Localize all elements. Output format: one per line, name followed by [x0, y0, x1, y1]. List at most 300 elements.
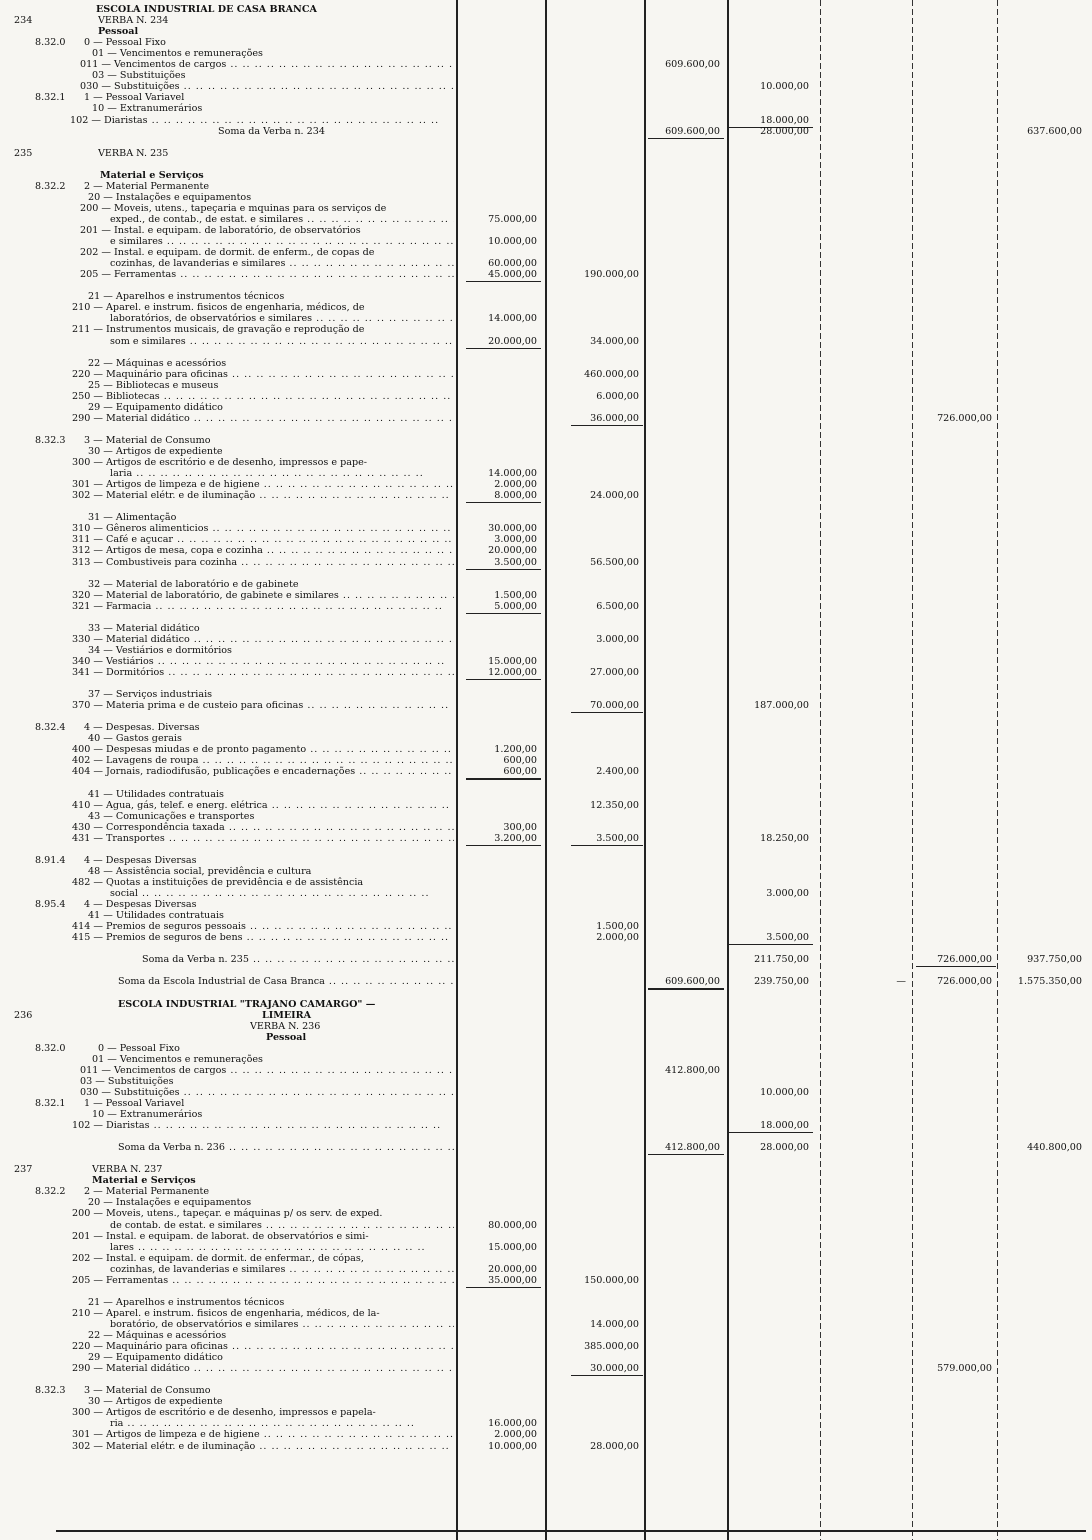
ledger-row — [0, 623, 1092, 634]
ledger-row — [0, 402, 1092, 413]
line-label: 31 — Alimentação — [88, 512, 177, 524]
amount-c2: 2.000,00 — [596, 932, 639, 944]
ledger-row — [0, 1131, 1092, 1142]
ledger-row — [0, 1220, 1092, 1231]
ledger-row — [0, 800, 1092, 811]
line-label: 330 — Material didático .. .. — [72, 634, 454, 645]
amount-c4: 239.750,00 — [754, 976, 809, 988]
ledger-row — [0, 103, 1092, 114]
ledger-row — [0, 1275, 1092, 1286]
ledger-row — [0, 159, 1092, 170]
amount-c2: 34.000,00 — [590, 335, 639, 347]
amount-c1: 30.000,00 — [488, 523, 537, 535]
ledger-row — [0, 358, 1092, 369]
ledger-row — [0, 424, 1092, 435]
line-label: 302 — Material elétr. e de iluminação .. .. — [72, 490, 454, 501]
ledger-row — [0, 1054, 1092, 1065]
ledger-row — [0, 1330, 1092, 1341]
amount-c4: 211.750,00 — [754, 954, 809, 966]
line-label: 340 — Vestiários .. .. — [72, 656, 454, 667]
amount-c1: 20.000,00 — [488, 1263, 537, 1275]
line-label: 211 — Instrumentos musicais, de gravação e reprodução de — [72, 324, 365, 336]
ledger-row — [0, 976, 1092, 987]
verba-number: 237 — [14, 1164, 33, 1176]
line-label: 210 — Aparel. e instrum. fisicos de engenharia, médicos, de la- — [72, 1307, 380, 1319]
line-label: 301 — Artigos de limpeza e de higiene .. .. — [72, 479, 454, 490]
line-label: 4 — Despesas. Diversas — [84, 722, 200, 734]
ledger-row — [0, 1264, 1092, 1275]
ledger-row — [0, 965, 1092, 976]
ledger-row — [0, 932, 1092, 943]
ledger-row — [0, 1065, 1092, 1076]
line-label: 205 — Ferramentas .. .. — [72, 1275, 454, 1286]
amount-c1: 2.000,00 — [494, 1429, 537, 1441]
ledger-row — [0, 1418, 1092, 1429]
amount-c1: 1.200,00 — [494, 744, 537, 756]
line-label: Soma da Verba n. 235 .. .. — [142, 954, 454, 965]
line-label: VERBA N. 234 — [98, 15, 169, 27]
ledger-row — [0, 601, 1092, 612]
ledger-row — [0, 468, 1092, 479]
amount-c2: 70.000,00 — [590, 700, 639, 712]
ledger-row — [0, 877, 1092, 888]
amount-c1: 20.000,00 — [488, 545, 537, 557]
line-label: 313 — Combustiveis para cozinha .. .. — [72, 557, 454, 568]
amount-c4: 28.000,00 — [760, 125, 809, 137]
line-label: 21 — Aparelhos e instrumentos técnicos — [88, 1296, 285, 1308]
ledger-row — [0, 899, 1092, 910]
line-label: 22 — Máquinas e acessórios — [88, 1330, 227, 1341]
line-label: 402 — Lavagens de roupa .. .. — [72, 755, 454, 766]
line-label: 302 — Material elétr. e de iluminação .. .. — [72, 1441, 454, 1452]
amount-c2: 190.000,00 — [584, 269, 639, 281]
line-label: 404 — Jornais, radiodifusão, publicações e encadernações .. .. — [72, 766, 454, 777]
ledger-row — [0, 1396, 1092, 1407]
ledger-row — [0, 1242, 1092, 1253]
line-label: 415 — Premios de seguros de bens .. .. — [72, 932, 454, 943]
ledger-row — [0, 855, 1092, 866]
line-label: 4 — Despesas Diversas — [84, 854, 197, 866]
ledger-row — [0, 1197, 1092, 1208]
ledger-row — [0, 48, 1092, 59]
ledger-row — [0, 15, 1092, 26]
ledger-row — [0, 313, 1092, 324]
ledger-row — [0, 612, 1092, 623]
line-label: LIMEIRA — [262, 1009, 312, 1021]
ledger-row — [0, 789, 1092, 800]
line-label: 40 — Gastos gerais — [88, 733, 182, 745]
line-label: 414 — Premios de seguros pessoais .. .. — [72, 921, 454, 932]
line-label: 220 — Maquinário para oficinas .. .. — [72, 1341, 454, 1352]
amount-c1: 3.000,00 — [494, 534, 537, 546]
account-code: 8.32.0 — [35, 37, 66, 49]
line-label: 341 — Dormitórios .. .. — [72, 667, 454, 678]
ledger-row — [0, 391, 1092, 402]
ledger-row — [0, 258, 1092, 269]
line-label: 290 — Material didático .. .. — [72, 1363, 454, 1374]
line-label: 431 — Transportes .. .. — [72, 833, 454, 844]
line-label: 290 — Material didático .. .. — [72, 413, 454, 424]
amount-c1: 8.000,00 — [494, 490, 537, 502]
ledger-row — [0, 888, 1092, 899]
ledger-row — [0, 822, 1092, 833]
ledger-row — [0, 1253, 1092, 1264]
amount-c2: 6.000,00 — [596, 390, 639, 402]
ledger-row — [0, 4, 1092, 15]
ledger-row — [0, 943, 1092, 954]
line-label: 20 — Instalações e equipamentos — [88, 1197, 252, 1209]
verba-number: 235 — [14, 147, 33, 159]
account-code: 8.32.4 — [35, 722, 66, 734]
ledger-row — [0, 811, 1092, 822]
line-label: 32 — Material de laboratório e de gabinete — [88, 578, 299, 590]
line-label: 10 — Extranumerários — [92, 1109, 203, 1120]
ledger-row — [0, 280, 1092, 291]
ledger-row — [0, 1186, 1092, 1197]
line-label: Pessoal — [266, 1031, 307, 1043]
amount-c1: 2.000,00 — [494, 479, 537, 491]
line-label: 102 — Diaristas .. .. — [70, 115, 454, 126]
ledger-row — [0, 192, 1092, 203]
ledger-row — [0, 446, 1092, 457]
amount-c6: 726.000,00 — [937, 976, 992, 988]
ledger-row — [0, 302, 1092, 313]
line-label: 2 — Material Permanente — [84, 180, 210, 192]
line-label: 311 — Café e açucar .. .. — [72, 534, 454, 545]
account-code: 8.32.1 — [35, 92, 66, 104]
ledger-row — [0, 1341, 1092, 1352]
line-label: 030 — Substituições .. .. — [80, 81, 454, 92]
amount-c2: 385.000,00 — [584, 1341, 639, 1353]
amount-c3: 609.600,00 — [665, 976, 720, 988]
ledger-row — [0, 236, 1092, 247]
amount-c1: 5.000,00 — [494, 600, 537, 612]
ledger-row — [0, 1076, 1092, 1087]
ledger-row — [0, 479, 1092, 490]
line-label: 321 — Farmacia .. .. — [72, 601, 454, 612]
ledger-row — [0, 1208, 1092, 1219]
ledger-row — [0, 501, 1092, 512]
amount-c2: 36.000,00 — [590, 412, 639, 424]
line-label: 20 — Instalações e equipamentos — [88, 191, 252, 203]
line-label: 33 — Material didático — [88, 622, 200, 634]
ledger-row — [0, 1363, 1092, 1374]
line-label: 300 — Artigos de escritório e de desenho, impressos e pape- — [72, 457, 368, 469]
line-label: 201 — Instal. e equipam. de laboratório, de observatórios — [80, 225, 361, 236]
ledger-row — [0, 115, 1092, 126]
line-label: exped., de contab., de estat. e similares .. .. — [110, 214, 454, 225]
line-label: 250 — Bibliotecas .. .. — [72, 391, 454, 402]
ledger-row — [0, 999, 1092, 1010]
ledger-row — [0, 1098, 1092, 1109]
line-label: 200 — Moveis, utens., tapeçar. e máquinas p/ os serv. de exped. — [72, 1208, 383, 1220]
ledger-row — [0, 59, 1092, 70]
amount-c1: 3.200,00 — [494, 832, 537, 844]
ledger-row — [0, 700, 1092, 711]
amount-c1: 14.000,00 — [488, 468, 537, 480]
ledger-row — [0, 1407, 1092, 1418]
ledger-row — [0, 678, 1092, 689]
line-label: 030 — Substituições .. .. — [80, 1087, 454, 1098]
ledger-row — [0, 1109, 1092, 1120]
line-label: 202 — Instal. e equipam. de dormit. de enfermar., de cópas, — [72, 1252, 364, 1264]
line-label: 202 — Instal. e equipam. de dormit. de enferm., de copas de — [80, 247, 375, 259]
ledger-row — [0, 291, 1092, 302]
ledger-row — [0, 954, 1092, 965]
line-label: ESCOLA INDUSTRIAL DE CASA BRANCA — [96, 4, 317, 15]
ledger-row — [0, 844, 1092, 855]
ledger-row — [0, 247, 1092, 258]
line-label: 1 — Pessoal Variavel — [84, 92, 185, 104]
line-label: Soma da Verba n. 236 .. .. — [118, 1142, 454, 1153]
ledger-row — [0, 1286, 1092, 1297]
ledger-row — [0, 534, 1092, 545]
ledger-row — [0, 81, 1092, 92]
amount-c2: 150.000,00 — [584, 1274, 639, 1286]
amount-c2: 1.500,00 — [596, 921, 639, 933]
amount-c4: 3.000,00 — [766, 888, 809, 899]
account-code: 8.32.0 — [35, 1042, 66, 1054]
amount-c3: 609.600,00 — [665, 125, 720, 137]
ledger-row — [0, 921, 1092, 932]
ledger-row — [0, 225, 1092, 236]
amount-c3: 412.800,00 — [665, 1142, 720, 1154]
line-label: 37 — Serviços industriais — [88, 689, 213, 701]
ledger-row — [0, 711, 1092, 722]
line-label: social .. .. — [110, 888, 454, 899]
line-label: 30 — Artigos de expediente — [88, 446, 223, 457]
amount-c3: 412.800,00 — [665, 1064, 720, 1076]
amount-c7: 1.575.350,00 — [1017, 976, 1082, 988]
line-label: 210 — Aparel. e instrum. fisicos de engenharia, médicos, de — [72, 302, 365, 314]
amount-c1: 20.000,00 — [488, 335, 537, 347]
ledger-row — [0, 336, 1092, 347]
ledger-row — [0, 778, 1092, 789]
ledger-row — [0, 1374, 1092, 1385]
line-label: de contab. de estat. e similares .. .. — [110, 1220, 454, 1231]
amount-c2: 30.000,00 — [590, 1363, 639, 1375]
line-label: 01 — Vencimentos e remunerações — [92, 1053, 263, 1065]
amount-c2: 6.500,00 — [596, 600, 639, 612]
ledger-row — [0, 987, 1092, 998]
line-label: 3 — Material de Consumo — [84, 1385, 211, 1397]
ledger-row — [0, 148, 1092, 159]
ledger-row — [0, 269, 1092, 280]
line-label: 201 — Instal. e equipam. de laborat. de observatórios e simi- — [72, 1230, 369, 1242]
ledger-row — [0, 590, 1092, 601]
line-label: 22 — Máquinas e acessórios — [88, 357, 227, 369]
ledger-row — [0, 126, 1092, 137]
amount-c1: 80.000,00 — [488, 1219, 537, 1231]
amount-c2: 2.400,00 — [596, 766, 639, 778]
amount-c1: 600,00 — [503, 755, 537, 767]
ledger-row — [0, 170, 1092, 181]
amount-c1: 15.000,00 — [488, 655, 537, 667]
amount-c2: 3.000,00 — [596, 633, 639, 645]
line-label: 205 — Ferramentas .. .. — [80, 269, 454, 280]
line-label: 4 — Despesas Diversas — [84, 899, 197, 911]
ledger-row — [0, 1429, 1092, 1440]
amount-c4: 187.000,00 — [754, 700, 809, 712]
ledger-row — [0, 181, 1092, 192]
amount-c2: 14.000,00 — [590, 1318, 639, 1330]
line-label: 220 — Maquinário para oficinas .. .. — [72, 369, 454, 380]
line-label: VERBA N. 236 — [250, 1020, 321, 1032]
ledger-row — [0, 1319, 1092, 1330]
line-label: 48 — Assistência social, previdência e cultura — [88, 865, 312, 877]
amount-c6: 726.000,00 — [937, 954, 992, 966]
ledger-row — [0, 656, 1092, 667]
ledger-row — [0, 26, 1092, 37]
line-label: 0 — Pessoal Fixo — [84, 37, 166, 49]
amount-c1: 14.000,00 — [488, 313, 537, 325]
line-label: 43 — Comunicações e transportes — [88, 810, 255, 822]
ledger-row — [0, 545, 1092, 556]
ledger-row — [0, 380, 1092, 391]
line-label: cozinhas, de lavanderias e similares .. .. — [110, 258, 454, 269]
account-code: 8.91.4 — [35, 854, 66, 866]
line-label: 312 — Artigos de mesa, copa e cozinha .. .. — [72, 545, 454, 556]
line-label: 0 — Pessoal Fixo — [98, 1042, 180, 1054]
ledger-row — [0, 866, 1092, 877]
amount-c6: 726.000,00 — [937, 412, 992, 424]
line-label: Soma da Verba n. 234 — [218, 125, 325, 137]
line-label: 41 — Utilidades contratuais — [88, 910, 224, 922]
ledger-row — [0, 203, 1092, 214]
account-code: 8.32.2 — [35, 180, 66, 192]
ledger-row — [0, 512, 1092, 523]
amount-c1: 300,00 — [503, 821, 537, 833]
ledger-row — [0, 92, 1092, 103]
ledger-row — [0, 214, 1092, 225]
amount-c4: 3.500,00 — [766, 932, 809, 944]
line-label: 430 — Correspondência taxada .. .. — [72, 822, 454, 833]
line-label: 10 — Extranumerários — [92, 103, 203, 115]
ledger-row — [0, 733, 1092, 744]
amount-c1: 1.500,00 — [494, 589, 537, 601]
ledger-row — [0, 1175, 1092, 1186]
ledger-row — [0, 413, 1092, 424]
line-label: 25 — Bibliotecas e museus — [88, 379, 219, 391]
amount-c1: 12.000,00 — [488, 667, 537, 678]
line-label: 01 — Vencimentos e remunerações — [92, 48, 263, 60]
amount-c4: 18.250,00 — [760, 832, 809, 844]
ledger-row — [0, 1043, 1092, 1054]
line-label: 320 — Material de laboratório, de gabinete e similares .. .. — [72, 590, 454, 601]
line-label: 410 — Agua, gás, telef. e energ. elétrica .. .. — [72, 800, 454, 811]
amount-c3: 609.600,00 — [665, 59, 720, 71]
ledger-row — [0, 523, 1092, 534]
line-label: 011 — Vencimentos de cargos .. .. — [80, 1065, 454, 1076]
ledger-row — [0, 70, 1092, 81]
line-label: 30 — Artigos de expediente — [88, 1396, 223, 1408]
verba-number: 234 — [14, 15, 33, 27]
line-label: cozinhas, de lavanderias e similares .. .. — [110, 1264, 454, 1275]
amount-c2: 28.000,00 — [590, 1440, 639, 1452]
ledger-row — [0, 1010, 1092, 1021]
amount-c2: 27.000,00 — [590, 667, 639, 678]
line-label: VERBA N. 235 — [98, 147, 169, 159]
line-label: 34 — Vestiários e dormitórios — [88, 644, 232, 656]
amount-c4: 10.000,00 — [760, 1086, 809, 1098]
line-label: 011 — Vencimentos de cargos .. .. — [80, 59, 454, 70]
ledger-row — [0, 1352, 1092, 1363]
ledger-row — [0, 1120, 1092, 1131]
line-label: lares .. .. — [110, 1242, 454, 1253]
amount-c4: 10.000,00 — [760, 81, 809, 93]
ledger-row — [0, 37, 1092, 48]
ledger-row — [0, 1032, 1092, 1043]
verba-number: 236 — [14, 1009, 33, 1021]
account-code: 8.32.3 — [35, 1385, 66, 1397]
ledger-row — [0, 766, 1092, 777]
amount-c1: 45.000,00 — [488, 269, 537, 281]
line-label: Soma da Escola Industrial de Casa Branca .. .. — [118, 976, 454, 987]
line-label: 200 — Moveis, utens., tapeçaria e mquinas para os serviços de — [80, 202, 387, 214]
account-code: 8.32.1 — [35, 1097, 66, 1109]
amount-c1: 35.000,00 — [488, 1274, 537, 1286]
ledger-row — [0, 324, 1092, 335]
amount-c2: 56.500,00 — [590, 556, 639, 568]
amount-c1: 10.000,00 — [488, 1440, 537, 1452]
amount-c1: 16.000,00 — [488, 1418, 537, 1430]
ledger-row — [0, 722, 1092, 733]
ledger-row — [0, 645, 1092, 656]
ledger-row — [0, 137, 1092, 148]
line-label: Material e Serviços — [92, 1175, 196, 1187]
ledger-row — [0, 568, 1092, 579]
account-code: 8.95.4 — [35, 899, 66, 911]
ledger-row — [0, 744, 1092, 755]
line-label: ria .. .. — [110, 1418, 454, 1429]
ledger-row — [0, 1153, 1092, 1164]
amount-c1: 600,00 — [503, 766, 537, 778]
amount-c1: 15.000,00 — [488, 1241, 537, 1253]
amount-c7: 937.750,00 — [1027, 954, 1082, 966]
line-label: 370 — Materia prima e de custeio para oficinas .. .. — [72, 700, 454, 711]
ledger-row — [0, 490, 1092, 501]
ledger-row — [0, 689, 1092, 700]
ledger-row — [0, 1021, 1092, 1032]
line-label: 310 — Gêneros alimenticios .. .. — [72, 523, 454, 534]
amount-c1: 60.000,00 — [488, 258, 537, 270]
line-label: laboratórios, de observatórios e similares .. .. — [110, 313, 454, 324]
line-label: 29 — Equipamento didático — [88, 1352, 223, 1364]
amount-c4: 28.000,00 — [760, 1142, 809, 1154]
ledger-row — [0, 910, 1092, 921]
line-label: 03 — Substituições — [92, 70, 186, 82]
account-code: 8.32.3 — [35, 434, 66, 446]
line-label: 482 — Quotas a instituições de previdência e de assistência — [72, 876, 364, 888]
line-label: 03 — Substituições — [80, 1075, 174, 1087]
line-label: 41 — Utilidades contratuais — [88, 788, 224, 800]
line-label: 400 — Despesas miudas e de pronto pagamento .. .. — [72, 744, 454, 755]
ledger-row — [0, 347, 1092, 358]
line-label: som e similares .. .. — [110, 336, 454, 347]
line-label: VERBA N. 237 — [92, 1164, 163, 1176]
ledger-row — [0, 1385, 1092, 1396]
line-label: ESCOLA INDUSTRIAL "TRAJANO CAMARGO" — — [118, 998, 376, 1010]
line-label: 21 — Aparelhos e instrumentos técnicos — [88, 291, 285, 303]
amount-c7: 637.600,00 — [1027, 125, 1082, 137]
bottom-rule — [56, 1530, 1086, 1532]
amount-c1: 3.500,00 — [494, 556, 537, 568]
line-label: laria .. .. — [110, 468, 454, 479]
line-label: 102 — Diaristas .. .. — [72, 1120, 454, 1131]
amount-c4: 18.000,00 — [760, 1120, 809, 1132]
ledger-row — [0, 1087, 1092, 1098]
ledger-row — [0, 667, 1092, 678]
